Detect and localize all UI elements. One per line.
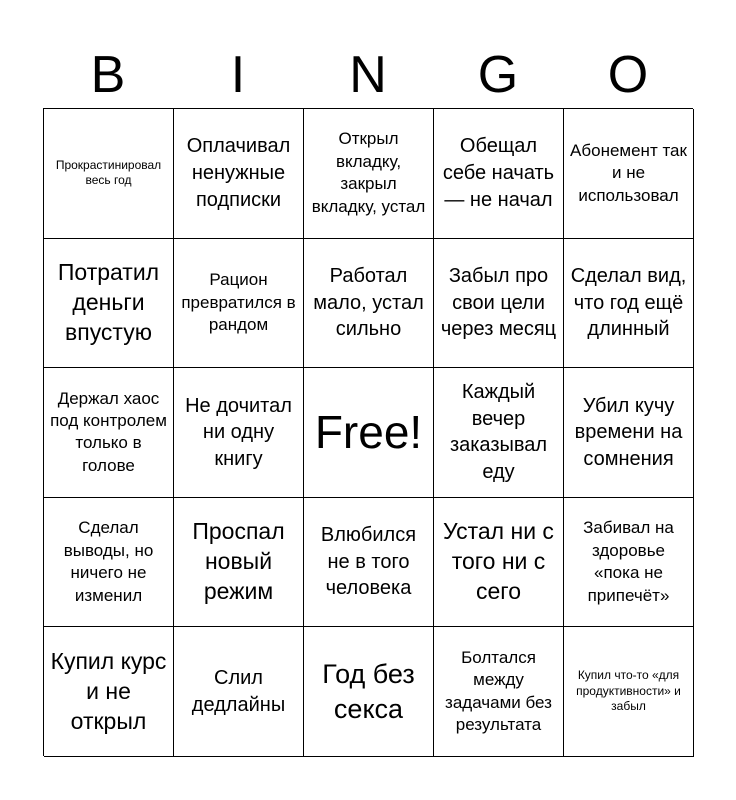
- cell-text: Убил кучу времени на сомнения: [574, 394, 683, 470]
- cell-text: Открыл вкладку, закрыл вкладку, устал: [311, 129, 426, 216]
- title-letter-g: G: [477, 46, 519, 104]
- cell-text: Потратил деньги впустую: [57, 259, 160, 345]
- cell-text: Обещал себе начать — не начал: [442, 135, 555, 211]
- cell-text: Год без секса: [322, 658, 415, 724]
- cell-text: Сделал выводы, но ничего не изменил: [63, 518, 154, 605]
- bingo-cell[interactable]: [434, 109, 564, 239]
- bingo-cell[interactable]: [174, 498, 304, 628]
- cell-text: Каждый вечер заказывал еду: [449, 381, 548, 484]
- bingo-cell[interactable]: [44, 239, 174, 369]
- bingo-cell[interactable]: [564, 498, 694, 628]
- title-letter-n: N: [349, 46, 387, 104]
- cell-text: Проспал новый режим: [192, 518, 285, 605]
- bingo-cell[interactable]: [174, 627, 304, 757]
- bingo-cell[interactable]: [174, 239, 304, 369]
- cell-text: Абонемент так и не использовал: [570, 140, 687, 205]
- cell-text: Сделал вид, что год ещё длинный: [570, 265, 687, 341]
- bingo-cell[interactable]: [434, 498, 564, 628]
- cell-text: Не дочитал ни одну книгу: [185, 394, 292, 470]
- bingo-cell[interactable]: [174, 109, 304, 239]
- bingo-cell[interactable]: [174, 368, 304, 498]
- cell-text: Забыл про свои цели через месяц: [440, 265, 557, 341]
- bingo-cell[interactable]: [44, 627, 174, 757]
- cell-text: Влюбился не в того человека: [320, 524, 417, 600]
- bingo-board: [43, 108, 693, 756]
- free-space-label: Free!: [314, 406, 423, 459]
- bingo-title: [43, 40, 693, 110]
- cell-text: Болтался между задачами без результата: [445, 647, 552, 735]
- free-space-cell[interactable]: [304, 368, 434, 498]
- bingo-cell[interactable]: [44, 368, 174, 498]
- cell-text: Слил дедлайны: [191, 667, 286, 716]
- bingo-cell[interactable]: [564, 109, 694, 239]
- bingo-cell[interactable]: [304, 239, 434, 369]
- cell-text: Прокрастинировал весь год: [55, 157, 162, 188]
- title-letter-i: I: [230, 46, 246, 104]
- bingo-cell[interactable]: [304, 109, 434, 239]
- bingo-cell[interactable]: [434, 368, 564, 498]
- title-letter-b: B: [90, 46, 126, 104]
- bingo-cell[interactable]: [434, 239, 564, 369]
- bingo-cell[interactable]: [304, 498, 434, 628]
- title-letter-o: O: [607, 46, 649, 104]
- cell-text: Оплачивал ненужные подписки: [186, 135, 291, 211]
- cell-text: Купил курс и не открыл: [50, 647, 167, 734]
- cell-text: Держал хаос под контролем только в голове: [50, 388, 167, 475]
- bingo-cell[interactable]: [434, 627, 564, 757]
- cell-text: Купил что-то «для продуктивности» и забыл: [576, 668, 681, 714]
- bingo-cell[interactable]: [304, 627, 434, 757]
- bingo-cell[interactable]: [44, 498, 174, 628]
- bingo-cell[interactable]: [564, 368, 694, 498]
- cell-text: Забивал на здоровье «пока не припечёт»: [583, 518, 674, 605]
- cell-text: Рацион превратился в рандом: [181, 270, 296, 335]
- cell-text: Работал мало, устал сильно: [313, 265, 424, 341]
- bingo-cell[interactable]: [564, 627, 694, 757]
- bingo-cell[interactable]: [564, 239, 694, 369]
- cell-text: Устал ни с того ни с сего: [443, 518, 554, 605]
- bingo-cell[interactable]: [44, 109, 174, 239]
